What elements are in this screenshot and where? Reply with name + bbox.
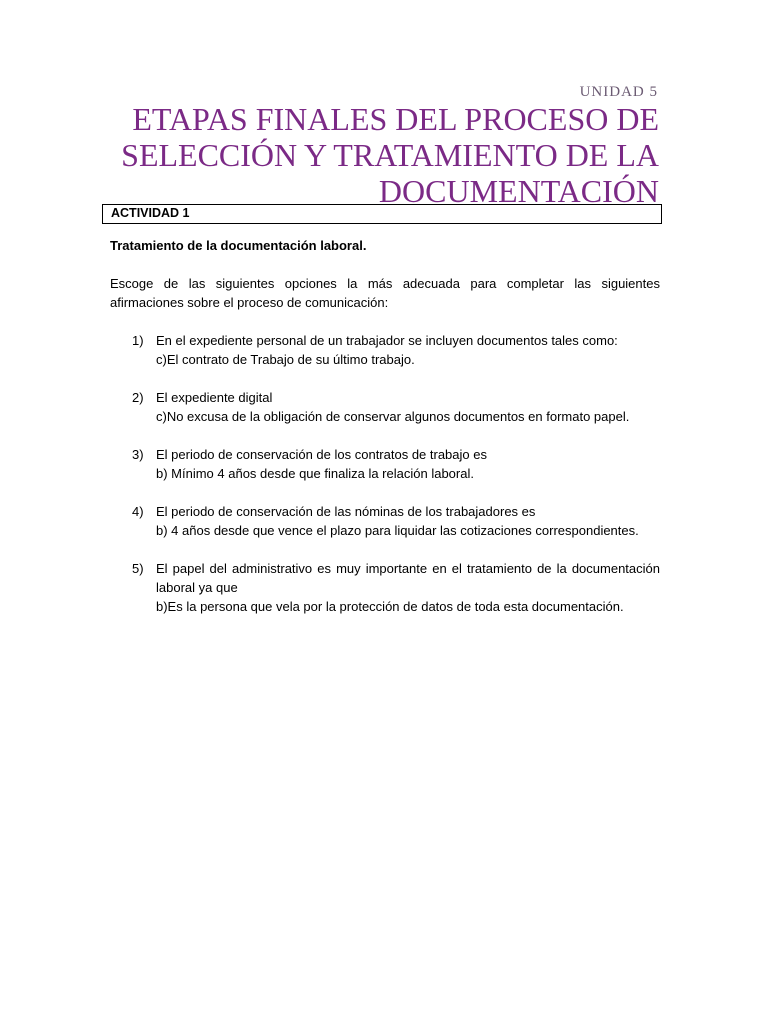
- question-item: [110, 559, 660, 616]
- question-list: [110, 331, 660, 616]
- question-answer: c)No excusa de la obligación de conservar algunos documentos en formato papel.: [156, 409, 630, 424]
- page-title: [59, 101, 659, 209]
- question-answer: b) 4 años desde que vence el plazo para liquidar las cotizaciones correspondientes.: [156, 523, 639, 538]
- question-number: 1): [132, 333, 144, 348]
- question-text: El periodo de conservación de las nóminas de los trabajadores es: [156, 504, 536, 519]
- document-body: [110, 236, 660, 635]
- question-number: 4): [132, 504, 144, 519]
- unit-label: UNIDAD 5: [579, 84, 658, 100]
- question-answer: b)Es la persona que vela por la protección de datos de toda esta documentación.: [156, 599, 624, 614]
- question-answer: c)El contrato de Trabajo de su último trabajo.: [156, 352, 415, 367]
- section-subtitle: Tratamiento de la documentación laboral.: [110, 238, 367, 253]
- question-number: 2): [132, 390, 144, 405]
- question-answer: b) Mínimo 4 años desde que finaliza la relación laboral.: [156, 466, 474, 481]
- title-line-1: ETAPAS FINALES DEL PROCESO DE: [132, 101, 659, 137]
- title-line-2: SELECCIÓN Y TRATAMIENTO DE LA: [121, 137, 659, 173]
- question-text: El periodo de conservación de los contratos de trabajo es: [156, 447, 487, 462]
- question-number: 3): [132, 447, 144, 462]
- question-text: El expediente digital: [156, 390, 273, 405]
- question-number: 5): [132, 561, 144, 576]
- question-text: El papel del administrativo es muy importante en el tratamiento de la documentación laboral ya que: [156, 561, 660, 595]
- question-text: En el expediente personal de un trabajador se incluyen documentos tales como:: [156, 333, 618, 348]
- question-item: [110, 445, 660, 483]
- instructions-paragraph: Escoge de las siguientes opciones la más adecuada para completar las siguientes afirmaciones sobre el proceso de comunicación:: [110, 276, 660, 310]
- title-line-3: DOCUMENTACIÓN: [378, 173, 659, 209]
- question-item: [110, 331, 660, 369]
- activity-label: ACTIVIDAD 1: [111, 206, 190, 220]
- activity-header-box: [102, 204, 662, 224]
- question-item: [110, 502, 660, 540]
- question-item: [110, 388, 660, 426]
